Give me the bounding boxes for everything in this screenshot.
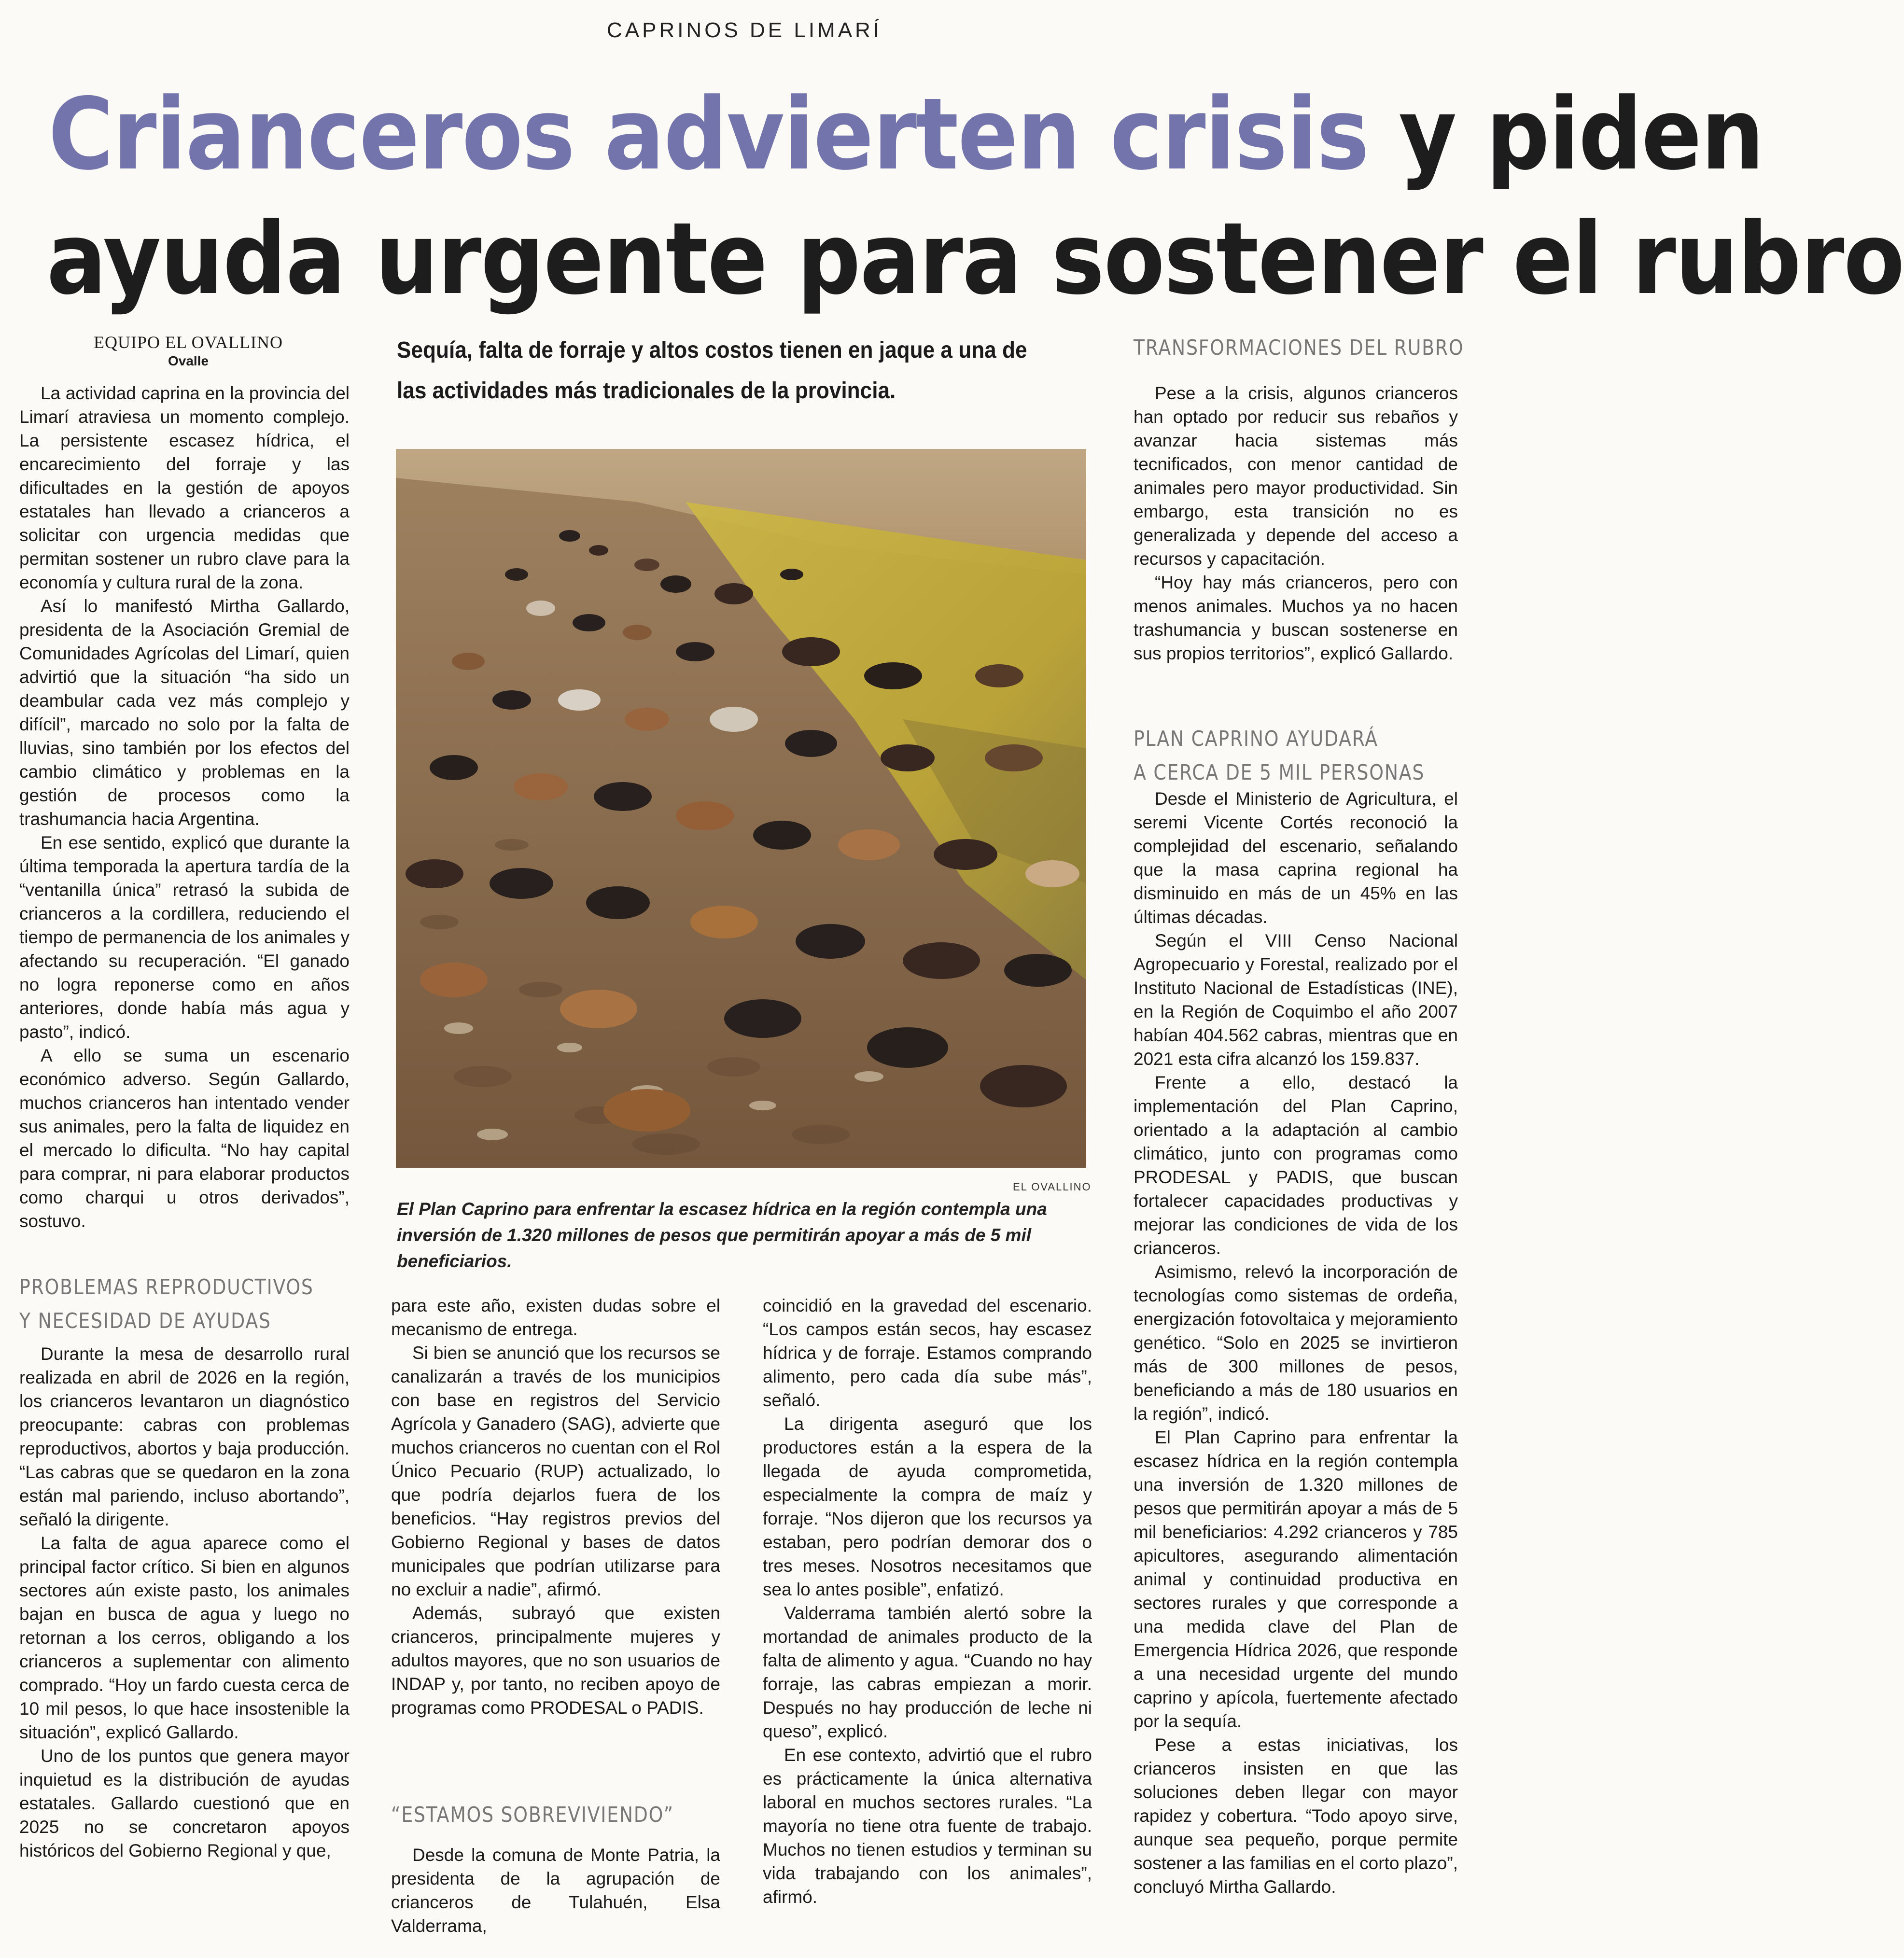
- byline-team: EQUIPO EL OVALLINO: [94, 333, 283, 352]
- paragraph: La falta de agua aparece como el principal factor crítico. Si bien en algunos sectores aún existe pasto, los animales bajan en busca de agua y luego no retornan a los cerros, obligando a los crianceros a suplementar con alimento comprado. “Hoy un fardo cuesta cerca de 10 mil pesos, lo que hace insostenible la situación”, explicó Gallardo.: [19, 1533, 350, 1742]
- column-4-top: [1134, 381, 1458, 665]
- deck: Sequía, falta de forraje y altos costos tienen en jaque a una de las actividades más tradicionales de la provincia.: [397, 337, 1027, 404]
- paragraph: En ese sentido, explicó que durante la última temporada la apertura tardía de la “ventanilla única” retrasó la subida de crianceros a la cordillera, reduciendo el tiempo de permanencia de los animales y afectando su recuperación. “El ganado no logra reponerse como en años anteriores, donde había más agua y pasto”, indicó.: [19, 833, 350, 1042]
- paragraph: Uno de los puntos que genera mayor inquietud es la distribución de ayudas estatales. Gallardo cuestionó que en 2025 no se concretaron apoyos históricos del Gobierno Regional y que,: [19, 1746, 350, 1860]
- paragraph: para este año, existen dudas sobre el mecanismo de entrega.: [391, 1296, 720, 1339]
- paragraph: El Plan Caprino para enfrentar la escasez hídrica en la región contempla una inversión de 1.320 millones de pesos que permitirán apoyar a más de 5 mil beneficiarios: 4.292 crianceros y 785 apicultores, asegurando alimentación animal y continuidad productiva en sectores rurales y que corresponde a una medida clave del Plan de Emergencia Hídrica 2026, que responde a una necesidad urgente del mundo caprino y apícola, fuertemente afectado por la sequía.: [1134, 1427, 1458, 1731]
- subhead-transformaciones: TRANSFORMACIONES DEL RUBRO: [1134, 336, 1464, 360]
- byline: [19, 332, 357, 369]
- column-4-bottom: [1134, 787, 1458, 1899]
- photo-caption: El Plan Caprino para enfrentar la escasez hídrica en la región contempla una inversión de 1.320 millones de pesos que permitirán apoyar a más de 5 mil beneficiarios.: [397, 1199, 1047, 1271]
- paragraph: Desde la comuna de Monte Patria, la presidenta de la agrupación de crianceros de Tulahuén, Elsa Valderrama,: [391, 1845, 720, 1936]
- subhead-plan-caprino: [1134, 722, 1425, 790]
- column-1-top: [19, 381, 350, 1233]
- paragraph: Pese a estas iniciativas, los crianceros insisten en que las soluciones deben llegar con mayor rapidez y cobertura. “Todo apoyo sirve, aunque sea pequeño, porque permite sostener a las familias en el corto plazo”, concluyó Mirtha Gallardo.: [1134, 1735, 1458, 1897]
- paragraph: Según el VIII Censo Nacional Agropecuario y Forestal, realizado por el Instituto Nacional de Estadísticas (INE), en la Región de Coquimbo el año 2007 habían 404.562 cabras, mientras que en 2021 esta cifra alcanzó los 159.837.: [1134, 931, 1458, 1069]
- headline-line2: ayuda urgente para sostener el rubro: [46, 202, 1904, 317]
- subhead-line: PLAN CAPRINO AYUDARÁ: [1134, 727, 1378, 751]
- paragraph: Además, subrayó que existen crianceros, principalmente mujeres y adultos mayores, que no son usuarios de INDAP y, por tanto, no reciben apoyo de programas como PRODESAL o PADIS.: [391, 1603, 720, 1718]
- goats-photo: [396, 449, 1086, 1168]
- headline: [46, 72, 1904, 322]
- subhead-line: PROBLEMAS REPRODUCTIVOS: [19, 1275, 314, 1300]
- paragraph: Durante la mesa de desarrollo rural realizada en abril de 2026 en la región, los crianceros levantaron un diagnóstico preocupante: cabras con problemas reproductivos, abortos y baja producción. “Las cabras que se quedaron en la zona están mal pariendo, incluso abortando”, señaló la dirigente.: [19, 1344, 350, 1529]
- paragraph: Si bien se anunció que los recursos se canalizarán a través de los municipios con base en registros del Servicio Agrícola y Ganadero (SAG), advierte que muchos crianceros no cuentan con el Rol Único Pecuario (RUP) actualizado, lo que podría dejarlos fuera de los beneficios. “Hay registros previos del Gobierno Regional y bases de datos municipales que podrían utilizarse para no excluir a nadie”, afirmó.: [391, 1343, 720, 1599]
- paragraph: A ello se suma un escenario económico adverso. Según Gallardo, muchos crianceros han intentado vender sus animales, pero la falta de liquidez en el mercado lo dificulta. “No hay capital para comprar, ni para elaborar productos como charqui u otros derivados”, sostuvo.: [19, 1046, 350, 1231]
- paragraph: La dirigenta aseguró que los productores están a la espera de la llegada de ayuda comprometida, especialmente la compra de maíz y forraje. “Nos dijeron que los recursos ya estaban, pero podrían demorar dos o tres meses. Nosotros necesitamos que sea lo antes posible”, enfatizó.: [763, 1414, 1092, 1599]
- headline-rest: y piden: [1368, 77, 1764, 192]
- paragraph: coincidió en la gravedad del escenario. “Los campos están secos, hay escasez hídrica y de forraje. Estamos comprando alimento, pero cada día sube más”, señaló.: [763, 1296, 1092, 1410]
- goats-herd-illustration: [396, 449, 1086, 1168]
- subhead-line: A CERCA DE 5 MIL PERSONAS: [1134, 760, 1425, 785]
- paragraph: Así lo manifestó Mirtha Gallardo, presidenta de la Asociación Gremial de Comunidades Agrícolas del Limarí, quien advirtió que la situación “ha sido un deambular cada vez más complejo y difícil”, marcado no solo por la falta de lluvias, sino también por los efectos del cambio climático y problemas en la gestión de procesos como la trashumancia hacia Argentina.: [19, 596, 350, 829]
- paragraph: “Hoy hay más crianceros, pero con menos animales. Muchos ya no hacen trashumancia y buscan sostenerse en sus propios territorios”, explicó Gallardo.: [1134, 573, 1458, 663]
- paragraph: Valderrama también alertó sobre la mortandad de animales producto de la falta de alimento y agua. “Cuando no hay forraje, las cabras empiezan a morir. Después no hay producción de leche ni queso”, explicó.: [763, 1603, 1092, 1741]
- headline-highlight: Crianceros advierten crisis: [48, 77, 1369, 192]
- subhead-sobreviviendo: “ESTAMOS SOBREVIVIENDO”: [391, 1803, 674, 1827]
- paragraph: Desde el Ministerio de Agricultura, el seremi Vicente Cortés reconoció la complejidad del escenario, señalando que la masa caprina regional ha disminuido en más de un 45% en las últimas décadas.: [1134, 789, 1458, 927]
- paragraph: En ese contexto, advirtió que el rubro es prácticamente la única alternativa laboral en muchos sectores rurales. “La mayoría no tiene otra fuente de trabajo. Muchos no tienen estudios y terminan su vida trabajando con los animales”, afirmó.: [763, 1745, 1092, 1907]
- subhead-line: Y NECESIDAD DE AYUDAS: [19, 1309, 271, 1333]
- column-1-bottom: [19, 1342, 350, 1862]
- paragraph: Frente a ello, destacó la implementación del Plan Caprino, orientado a la adaptación al cambio climático, junto con programas como PRODESAL y PADIS, que buscan fortalecer capacidades productivas y mejorar las condiciones de vida de los crianceros.: [1134, 1073, 1458, 1258]
- column-2-bottom: [391, 1843, 720, 1938]
- paragraph: Asimismo, relevó la incorporación de tecnologías como sistemas de ordeña, energización fotovoltaica y mejoramiento genético. “Solo en 2025 se invirtieron más de 300 millones de pesos, beneficiando a más de 180 usuarios en la región”, indicó.: [1134, 1262, 1458, 1424]
- section-tag: CAPRINOS DE LIMARÍ: [606, 18, 882, 42]
- byline-city: Ovalle: [168, 353, 209, 368]
- paragraph: La actividad caprina en la provincia del Limarí atraviesa un momento complejo. La persistente escasez hídrica, el encarecimiento del forraje y las dificultades en la gestión de apoyos estatales han llevado a crianceros a solicitar con urgencia medidas que permitan sostener un rubro clave para la economía y cultura rural de la zona.: [19, 383, 350, 592]
- column-2-top: [391, 1294, 720, 1720]
- column-3: [763, 1294, 1092, 1909]
- photo-credit: EL OVALLINO: [1013, 1181, 1092, 1193]
- paragraph: Pese a la crisis, algunos crianceros han optado por reducir sus rebaños y avanzar hacia sistemas más tecnificados, con menor cantidad de animales pero mayor productividad. Sin embargo, esta transición no es generalizada y depende del acceso a recursos y capacitación.: [1134, 383, 1458, 569]
- subhead-problemas: [19, 1271, 314, 1338]
